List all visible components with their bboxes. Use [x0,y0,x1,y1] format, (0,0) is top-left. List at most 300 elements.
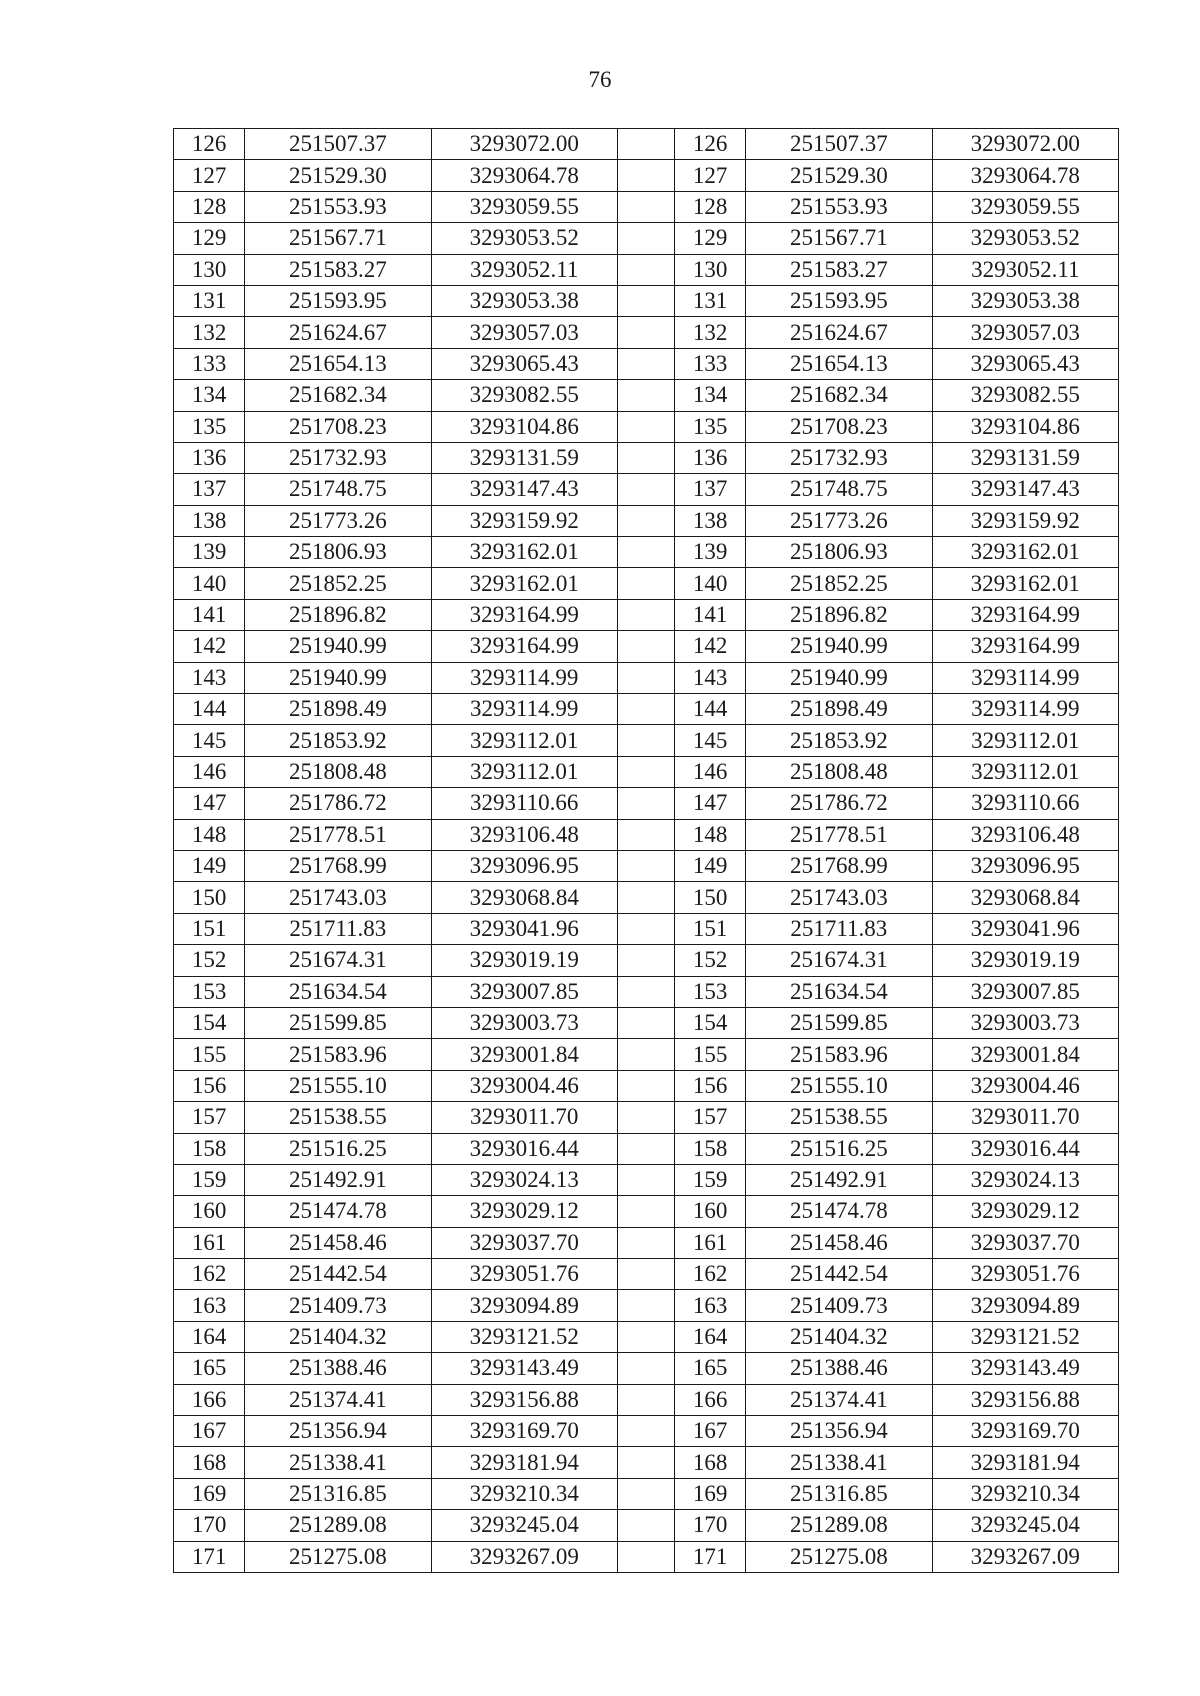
y-coordinate-right: 3293147.43 [932,474,1118,505]
point-number-left: 158 [174,1133,245,1164]
point-number-right: 133 [675,348,746,379]
y-coordinate-left: 3293059.55 [431,191,617,222]
x-coordinate-left: 251538.55 [245,1102,431,1133]
gap-cell [617,191,674,222]
point-number-right: 168 [675,1447,746,1478]
point-number-left: 144 [174,694,245,725]
gap-cell [617,631,674,662]
x-coordinate-left: 251567.71 [245,223,431,254]
point-number-right: 154 [675,1007,746,1038]
y-coordinate-left: 3293245.04 [431,1510,617,1541]
point-number-right: 146 [675,756,746,787]
x-coordinate-left: 251674.31 [245,945,431,976]
point-number-left: 164 [174,1321,245,1352]
y-coordinate-right: 3293029.12 [932,1196,1118,1227]
point-number-left: 134 [174,380,245,411]
table-row [174,191,1119,222]
y-coordinate-left: 3293143.49 [431,1353,617,1384]
point-number-left: 163 [174,1290,245,1321]
point-number-left: 127 [174,160,245,191]
y-coordinate-right: 3293156.88 [932,1384,1118,1415]
y-coordinate-left: 3293162.01 [431,537,617,568]
y-coordinate-left: 3293029.12 [431,1196,617,1227]
x-coordinate-right: 251316.85 [746,1478,932,1509]
table-row [174,1416,1119,1447]
x-coordinate-right: 251654.13 [746,348,932,379]
y-coordinate-left: 3293064.78 [431,160,617,191]
table-row [174,348,1119,379]
point-number-left: 147 [174,788,245,819]
gap-cell [617,819,674,850]
point-number-right: 155 [675,1039,746,1070]
gap-cell [617,1227,674,1258]
table-row [174,411,1119,442]
table-row [174,945,1119,976]
table-row [174,474,1119,505]
point-number-left: 157 [174,1102,245,1133]
x-coordinate-left: 251853.92 [245,725,431,756]
point-number-right: 150 [675,882,746,913]
gap-cell [617,537,674,568]
x-coordinate-right: 251275.08 [746,1541,932,1572]
y-coordinate-left: 3293072.00 [431,129,617,160]
x-coordinate-right: 251529.30 [746,160,932,191]
gap-cell [617,1196,674,1227]
y-coordinate-right: 3293082.55 [932,380,1118,411]
x-coordinate-right: 251442.54 [746,1259,932,1290]
point-number-right: 142 [675,631,746,662]
point-number-left: 167 [174,1416,245,1447]
table-row [174,223,1119,254]
y-coordinate-left: 3293051.76 [431,1259,617,1290]
x-coordinate-right: 251768.99 [746,850,932,881]
table-row [174,1039,1119,1070]
point-number-left: 156 [174,1070,245,1101]
x-coordinate-left: 251708.23 [245,411,431,442]
y-coordinate-right: 3293065.43 [932,348,1118,379]
x-coordinate-left: 251624.67 [245,317,431,348]
gap-cell [617,1039,674,1070]
y-coordinate-left: 3293147.43 [431,474,617,505]
table-row [174,285,1119,316]
y-coordinate-right: 3293059.55 [932,191,1118,222]
x-coordinate-left: 251338.41 [245,1447,431,1478]
x-coordinate-right: 251474.78 [746,1196,932,1227]
table-row [174,694,1119,725]
x-coordinate-right: 251593.95 [746,285,932,316]
y-coordinate-left: 3293068.84 [431,882,617,913]
gap-cell [617,1133,674,1164]
y-coordinate-right: 3293181.94 [932,1447,1118,1478]
gap-cell [617,694,674,725]
gap-cell [617,411,674,442]
x-coordinate-left: 251507.37 [245,129,431,160]
point-number-right: 158 [675,1133,746,1164]
table-row [174,725,1119,756]
y-coordinate-left: 3293004.46 [431,1070,617,1101]
x-coordinate-right: 251806.93 [746,537,932,568]
point-number-right: 144 [675,694,746,725]
x-coordinate-right: 251404.32 [746,1321,932,1352]
gap-cell [617,348,674,379]
y-coordinate-left: 3293041.96 [431,913,617,944]
point-number-right: 171 [675,1541,746,1572]
y-coordinate-left: 3293164.99 [431,599,617,630]
gap-cell [617,317,674,348]
x-coordinate-right: 251374.41 [746,1384,932,1415]
x-coordinate-left: 251356.94 [245,1416,431,1447]
y-coordinate-right: 3293016.44 [932,1133,1118,1164]
x-coordinate-left: 251583.96 [245,1039,431,1070]
x-coordinate-right: 251896.82 [746,599,932,630]
y-coordinate-right: 3293162.01 [932,568,1118,599]
x-coordinate-left: 251748.75 [245,474,431,505]
gap-cell [617,505,674,536]
point-number-right: 160 [675,1196,746,1227]
x-coordinate-left: 251778.51 [245,819,431,850]
y-coordinate-left: 3293019.19 [431,945,617,976]
gap-cell [617,442,674,473]
x-coordinate-right: 251553.93 [746,191,932,222]
point-number-right: 167 [675,1416,746,1447]
x-coordinate-right: 251786.72 [746,788,932,819]
table-row [174,537,1119,568]
y-coordinate-left: 3293037.70 [431,1227,617,1258]
point-number-left: 143 [174,662,245,693]
point-number-left: 171 [174,1541,245,1572]
y-coordinate-right: 3293068.84 [932,882,1118,913]
gap-cell [617,380,674,411]
x-coordinate-left: 251634.54 [245,976,431,1007]
gap-cell [617,1416,674,1447]
x-coordinate-left: 251593.95 [245,285,431,316]
y-coordinate-left: 3293094.89 [431,1290,617,1321]
table-row [174,662,1119,693]
gap-cell [617,1478,674,1509]
point-number-left: 160 [174,1196,245,1227]
x-coordinate-left: 251458.46 [245,1227,431,1258]
point-number-left: 136 [174,442,245,473]
y-coordinate-left: 3293169.70 [431,1416,617,1447]
gap-cell [617,1541,674,1572]
x-coordinate-left: 251808.48 [245,756,431,787]
table-row [174,505,1119,536]
x-coordinate-right: 251356.94 [746,1416,932,1447]
y-coordinate-left: 3293110.66 [431,788,617,819]
table-row [174,1070,1119,1101]
point-number-right: 139 [675,537,746,568]
x-coordinate-left: 251743.03 [245,882,431,913]
x-coordinate-right: 251516.25 [746,1133,932,1164]
point-number-right: 127 [675,160,746,191]
point-number-left: 132 [174,317,245,348]
gap-cell [617,474,674,505]
point-number-right: 138 [675,505,746,536]
point-number-right: 137 [675,474,746,505]
point-number-left: 137 [174,474,245,505]
point-number-left: 146 [174,756,245,787]
x-coordinate-left: 251374.41 [245,1384,431,1415]
x-coordinate-left: 251474.78 [245,1196,431,1227]
x-coordinate-right: 251853.92 [746,725,932,756]
point-number-right: 141 [675,599,746,630]
x-coordinate-right: 251492.91 [746,1164,932,1195]
x-coordinate-left: 251492.91 [245,1164,431,1195]
x-coordinate-left: 251898.49 [245,694,431,725]
y-coordinate-right: 3293057.03 [932,317,1118,348]
y-coordinate-left: 3293001.84 [431,1039,617,1070]
x-coordinate-left: 251442.54 [245,1259,431,1290]
table-row [174,1007,1119,1038]
y-coordinate-left: 3293053.52 [431,223,617,254]
x-coordinate-right: 251773.26 [746,505,932,536]
table-row [174,913,1119,944]
x-coordinate-right: 251708.23 [746,411,932,442]
gap-cell [617,1164,674,1195]
gap-cell [617,1353,674,1384]
x-coordinate-right: 251682.34 [746,380,932,411]
y-coordinate-right: 3293001.84 [932,1039,1118,1070]
x-coordinate-right: 251599.85 [746,1007,932,1038]
point-number-right: 128 [675,191,746,222]
point-number-left: 139 [174,537,245,568]
y-coordinate-right: 3293011.70 [932,1102,1118,1133]
y-coordinate-right: 3293003.73 [932,1007,1118,1038]
table-row [174,317,1119,348]
y-coordinate-right: 3293024.13 [932,1164,1118,1195]
y-coordinate-right: 3293210.34 [932,1478,1118,1509]
y-coordinate-left: 3293131.59 [431,442,617,473]
y-coordinate-left: 3293162.01 [431,568,617,599]
table-row [174,756,1119,787]
x-coordinate-left: 251654.13 [245,348,431,379]
point-number-left: 155 [174,1039,245,1070]
y-coordinate-right: 3293037.70 [932,1227,1118,1258]
y-coordinate-right: 3293114.99 [932,662,1118,693]
point-number-left: 166 [174,1384,245,1415]
point-number-right: 166 [675,1384,746,1415]
point-number-left: 133 [174,348,245,379]
x-coordinate-right: 251555.10 [746,1070,932,1101]
point-number-right: 170 [675,1510,746,1541]
x-coordinate-left: 251940.99 [245,631,431,662]
y-coordinate-left: 3293065.43 [431,348,617,379]
point-number-right: 140 [675,568,746,599]
point-number-right: 162 [675,1259,746,1290]
x-coordinate-right: 251940.99 [746,662,932,693]
y-coordinate-right: 3293053.38 [932,285,1118,316]
table-row [174,788,1119,819]
y-coordinate-right: 3293164.99 [932,599,1118,630]
x-coordinate-right: 251808.48 [746,756,932,787]
gap-cell [617,756,674,787]
x-coordinate-right: 251778.51 [746,819,932,850]
table-row [174,1259,1119,1290]
y-coordinate-left: 3293053.38 [431,285,617,316]
gap-cell [617,223,674,254]
point-number-right: 130 [675,254,746,285]
point-number-left: 135 [174,411,245,442]
x-coordinate-right: 251538.55 [746,1102,932,1133]
y-coordinate-left: 3293112.01 [431,725,617,756]
y-coordinate-left: 3293024.13 [431,1164,617,1195]
point-number-right: 147 [675,788,746,819]
x-coordinate-left: 251773.26 [245,505,431,536]
point-number-left: 165 [174,1353,245,1384]
y-coordinate-right: 3293143.49 [932,1353,1118,1384]
gap-cell [617,160,674,191]
point-number-left: 138 [174,505,245,536]
point-number-right: 159 [675,1164,746,1195]
point-number-left: 151 [174,913,245,944]
point-number-right: 156 [675,1070,746,1101]
x-coordinate-left: 251599.85 [245,1007,431,1038]
point-number-right: 145 [675,725,746,756]
y-coordinate-right: 3293064.78 [932,160,1118,191]
x-coordinate-left: 251682.34 [245,380,431,411]
x-coordinate-left: 251516.25 [245,1133,431,1164]
x-coordinate-right: 251940.99 [746,631,932,662]
point-number-right: 134 [675,380,746,411]
table-row [174,882,1119,913]
point-number-left: 141 [174,599,245,630]
y-coordinate-left: 3293121.52 [431,1321,617,1352]
point-number-right: 157 [675,1102,746,1133]
point-number-right: 161 [675,1227,746,1258]
point-number-left: 140 [174,568,245,599]
x-coordinate-left: 251275.08 [245,1541,431,1572]
point-number-left: 128 [174,191,245,222]
x-coordinate-right: 251388.46 [746,1353,932,1384]
y-coordinate-left: 3293104.86 [431,411,617,442]
table-row [174,129,1119,160]
y-coordinate-left: 3293156.88 [431,1384,617,1415]
point-number-right: 132 [675,317,746,348]
y-coordinate-right: 3293094.89 [932,1290,1118,1321]
y-coordinate-right: 3293245.04 [932,1510,1118,1541]
gap-cell [617,129,674,160]
y-coordinate-right: 3293110.66 [932,788,1118,819]
y-coordinate-right: 3293019.19 [932,945,1118,976]
y-coordinate-right: 3293112.01 [932,756,1118,787]
y-coordinate-left: 3293082.55 [431,380,617,411]
gap-cell [617,1321,674,1352]
table-row [174,599,1119,630]
x-coordinate-left: 251806.93 [245,537,431,568]
table-row [174,568,1119,599]
x-coordinate-right: 251289.08 [746,1510,932,1541]
gap-cell [617,254,674,285]
x-coordinate-right: 251634.54 [746,976,932,1007]
point-number-right: 148 [675,819,746,850]
y-coordinate-right: 3293106.48 [932,819,1118,850]
y-coordinate-left: 3293267.09 [431,1541,617,1572]
table-row [174,1102,1119,1133]
x-coordinate-left: 251553.93 [245,191,431,222]
point-number-right: 143 [675,662,746,693]
gap-cell [617,1102,674,1133]
gap-cell [617,285,674,316]
table-row [174,1321,1119,1352]
point-number-left: 170 [174,1510,245,1541]
table-row [174,380,1119,411]
point-number-left: 161 [174,1227,245,1258]
gap-cell [617,976,674,1007]
y-coordinate-right: 3293096.95 [932,850,1118,881]
y-coordinate-left: 3293114.99 [431,662,617,693]
point-number-right: 129 [675,223,746,254]
y-coordinate-left: 3293106.48 [431,819,617,850]
table-row [174,1290,1119,1321]
point-number-left: 131 [174,285,245,316]
point-number-right: 163 [675,1290,746,1321]
point-number-left: 145 [174,725,245,756]
gap-cell [617,662,674,693]
table-row [174,819,1119,850]
point-number-right: 165 [675,1353,746,1384]
x-coordinate-right: 251583.27 [746,254,932,285]
point-number-right: 164 [675,1321,746,1352]
point-number-right: 151 [675,913,746,944]
y-coordinate-right: 3293041.96 [932,913,1118,944]
table-row [174,1541,1119,1572]
gap-cell [617,725,674,756]
x-coordinate-right: 251732.93 [746,442,932,473]
x-coordinate-left: 251786.72 [245,788,431,819]
gap-cell [617,1447,674,1478]
y-coordinate-right: 3293007.85 [932,976,1118,1007]
y-coordinate-right: 3293051.76 [932,1259,1118,1290]
y-coordinate-right: 3293164.99 [932,631,1118,662]
point-number-right: 131 [675,285,746,316]
point-number-right: 135 [675,411,746,442]
x-coordinate-left: 251852.25 [245,568,431,599]
x-coordinate-left: 251896.82 [245,599,431,630]
x-coordinate-right: 251624.67 [746,317,932,348]
x-coordinate-left: 251289.08 [245,1510,431,1541]
y-coordinate-left: 3293011.70 [431,1102,617,1133]
x-coordinate-right: 251748.75 [746,474,932,505]
point-number-left: 162 [174,1259,245,1290]
y-coordinate-left: 3293003.73 [431,1007,617,1038]
x-coordinate-right: 251338.41 [746,1447,932,1478]
x-coordinate-right: 251898.49 [746,694,932,725]
x-coordinate-right: 251507.37 [746,129,932,160]
gap-cell [617,1384,674,1415]
y-coordinate-left: 3293164.99 [431,631,617,662]
point-number-left: 169 [174,1478,245,1509]
x-coordinate-left: 251404.32 [245,1321,431,1352]
table-row [174,850,1119,881]
gap-cell [617,850,674,881]
table-row [174,1196,1119,1227]
y-coordinate-right: 3293162.01 [932,537,1118,568]
point-number-right: 149 [675,850,746,881]
point-number-left: 149 [174,850,245,881]
table-row [174,254,1119,285]
y-coordinate-left: 3293181.94 [431,1447,617,1478]
x-coordinate-left: 251583.27 [245,254,431,285]
point-number-right: 126 [675,129,746,160]
x-coordinate-right: 251458.46 [746,1227,932,1258]
point-number-left: 153 [174,976,245,1007]
y-coordinate-left: 3293159.92 [431,505,617,536]
y-coordinate-right: 3293104.86 [932,411,1118,442]
x-coordinate-right: 251409.73 [746,1290,932,1321]
y-coordinate-right: 3293267.09 [932,1541,1118,1572]
x-coordinate-right: 251711.83 [746,913,932,944]
point-number-right: 136 [675,442,746,473]
